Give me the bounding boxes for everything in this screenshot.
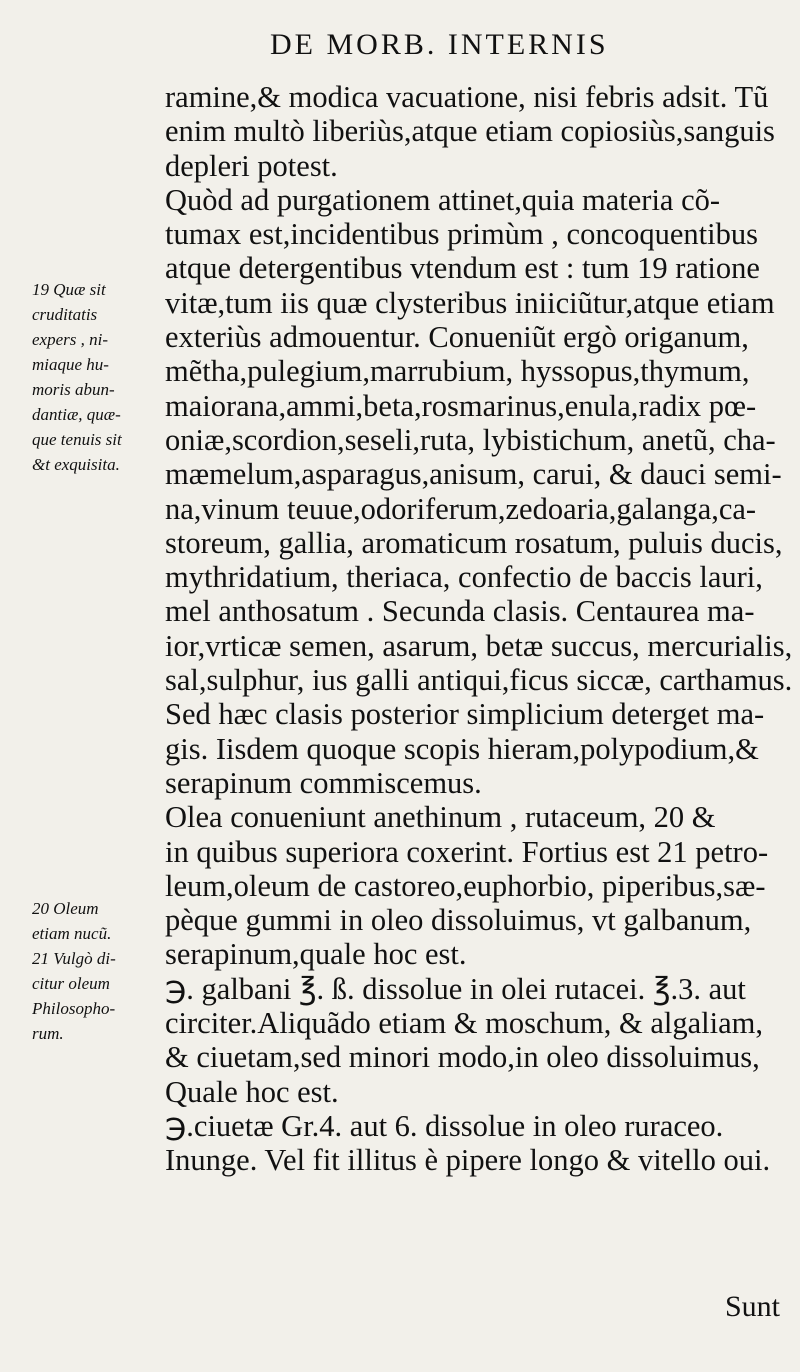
text-line: sal,sulphur, ius galli antiqui,ficus siccæ, carthamus. xyxy=(165,663,793,698)
margin-note-line: miaque hu- xyxy=(32,355,109,374)
text-line: na,vinum teuue,odoriferum,zedoaria,galanga,ca- xyxy=(165,491,757,526)
text-line: mẽtha,pulegium,marrubium, hyssopus,thymum, xyxy=(165,354,750,389)
text-line: circiter.Aliquãdo etiam & moschum, & algaliam, xyxy=(165,1006,763,1041)
text-line: ior,vrticæ semen, asarum, betæ succus, mercurialis, xyxy=(165,628,793,663)
text-line: mæmelum,asparagus,anisum, carui, & dauci semi- xyxy=(165,457,782,492)
margin-note-line: rum. xyxy=(32,1024,64,1043)
running-head: DE MORB. INTERNIS xyxy=(270,28,609,61)
text-line: storeum, gallia, aromaticum rosatum, puluis ducis, xyxy=(165,525,783,560)
text-line: leum,oleum de castoreo,euphorbio, piperibus,sæ- xyxy=(165,868,766,903)
margin-note-line: cruditatis xyxy=(32,305,98,324)
margin-note-19 xyxy=(32,277,162,477)
text-line: mel anthosatum . Secunda clasis. Centaurea ma- xyxy=(165,594,755,629)
margin-note-line: que tenuis sit xyxy=(32,430,122,449)
text-line: tumax est,incidentibus primùm , concoquentibus xyxy=(165,217,758,252)
text-line: Olea conueniunt anethinum , rutaceum, 20 & xyxy=(165,800,716,835)
margin-note-line: etiam nucũ. xyxy=(32,924,112,943)
text-line: ℈. galbani ℥. ß. dissolue in olei rutacei. ℥.3. aut xyxy=(165,971,746,1006)
catchword: Sunt xyxy=(725,1290,781,1323)
margin-note-line: Philosopho- xyxy=(32,999,116,1018)
margin-note-line: moris abun- xyxy=(32,380,115,399)
margin-note-line: &t exquisita. xyxy=(32,455,120,474)
text-line: serapinum,quale hoc est. xyxy=(165,937,467,972)
text-line: in quibus superiora coxerint. Fortius est 21 petro- xyxy=(165,834,769,869)
text-line: oniæ,scordion,seseli,ruta, lybistichum, anetũ, cha- xyxy=(165,422,776,457)
margin-note-line: citur oleum xyxy=(32,974,110,993)
text-line: exteriùs admouentur. Conueniũt ergò origanum, xyxy=(165,320,749,355)
text-line: Quale hoc est. xyxy=(165,1074,339,1109)
margin-note-20-21 xyxy=(32,896,162,1046)
text-line: gis. Iisdem quoque scopis hieram,polypodium,& xyxy=(165,731,759,766)
margin-note-line: dantiæ, quæ- xyxy=(32,405,121,424)
margin-note-line: 20 Oleum xyxy=(32,899,99,918)
text-line: enim multò liberiùs,atque etiam copiosiùs,sanguis xyxy=(165,114,775,149)
margin-note-line: 19 Quæ sit xyxy=(32,280,106,299)
text-line: Inunge. Vel fit illitus è pipere longo & vitello oui. xyxy=(165,1143,771,1178)
text-line: mythridatium, theriaca, confectio de baccis lauri, xyxy=(165,560,763,595)
text-line: atque detergentibus vtendum est : tum 19 ratione xyxy=(165,251,760,286)
text-line: Quòd ad purgationem attinet,quia materia cõ- xyxy=(165,182,721,217)
margin-note-line: expers , ni- xyxy=(32,330,109,349)
text-line: pèque gummi in oleo dissoluimus, vt galbanum, xyxy=(165,903,752,938)
margin-note-line: 21 Vulgò di- xyxy=(32,949,116,968)
text-line: maiorana,ammi,beta,rosmarinus,enula,radix pœ- xyxy=(165,388,757,423)
body-text xyxy=(165,80,793,1178)
text-line: vitæ,tum iis quæ clysteribus iniiciũtur,atque etiam xyxy=(165,285,775,320)
text-line: & ciuetam,sed minori modo,in oleo dissoluimus, xyxy=(165,1040,760,1075)
text-line: Sed hæc clasis posterior simplicium deterget ma- xyxy=(165,697,765,732)
text-line: depleri potest. xyxy=(165,148,338,183)
text-line: ℈.ciuetæ Gr.4. aut 6. dissolue in oleo ruraceo. xyxy=(165,1108,724,1143)
text-line: ramine,& modica vacuatione, nisi febris adsit. Tũ xyxy=(165,80,769,114)
text-line: serapinum commiscemus. xyxy=(165,765,482,800)
